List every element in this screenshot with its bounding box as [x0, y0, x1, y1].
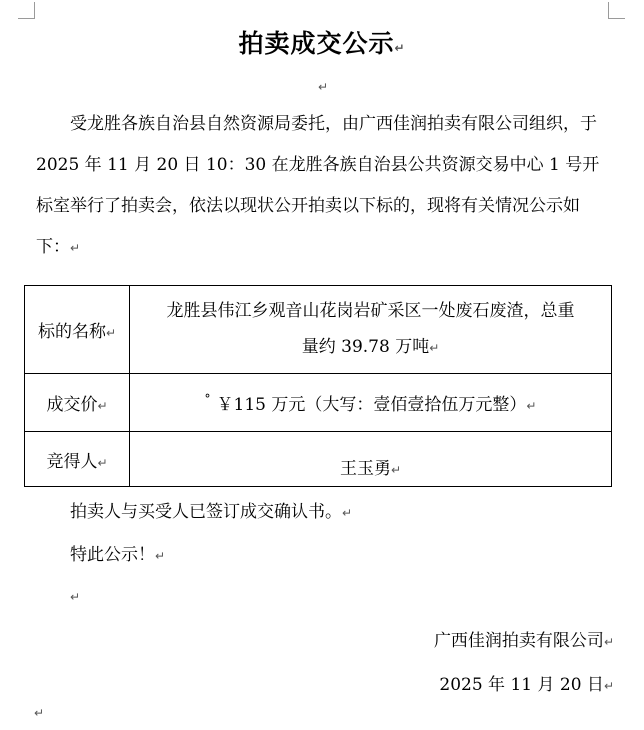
intro-paragraph	[36, 104, 610, 269]
page-corner-mark-left	[18, 2, 35, 19]
winner-label: 竞得人	[46, 451, 98, 472]
intro-text: 受龙胜各族自治县自然资源局委托，由广西佳润拍卖有限公司组织，于 2025 年 11 月 20 日 10：30 在龙胜各族自治县公共资源交易中心 1 号开标室举行了拍卖会，依法以现状公开拍卖以下标的，现将有关情况公示如下：	[36, 114, 600, 257]
table-value-cell	[130, 374, 612, 432]
table-label-cell	[25, 432, 130, 487]
page-corner-mark-right	[608, 2, 625, 19]
paragraph-mark: ↵	[318, 80, 329, 94]
paragraph-mark: ↵	[603, 679, 614, 693]
table-row-price	[25, 374, 612, 432]
confirm-line	[70, 497, 352, 522]
table-value-cell	[130, 432, 612, 487]
item-name-value-line2: 量约 39.78 万吨	[301, 337, 430, 357]
company-name: 广西佳润拍卖有限公司	[433, 631, 604, 651]
item-name-label: 标的名称	[37, 322, 106, 342]
paragraph-mark: ↵	[394, 41, 406, 55]
paragraph-mark: ↵	[155, 549, 166, 563]
table-row-item	[25, 286, 612, 374]
date-text: 2025 年 11 月 20 日	[439, 675, 604, 695]
paragraph-mark: ↵	[390, 462, 402, 477]
paragraph-mark: ↵	[97, 399, 108, 413]
table-value-cell	[130, 286, 612, 374]
item-name-value-line1: 龙胜县伟江乡观音山花岗岩矿采区一处废石废渣，总重	[166, 301, 575, 321]
paragraph-mark: ↵	[34, 706, 45, 720]
winner-value: 王玉勇	[339, 458, 391, 479]
table-label-cell	[25, 374, 130, 432]
announce-text: 特此公示！	[70, 545, 155, 565]
paragraph-mark: ↵	[526, 399, 537, 413]
signature-company	[434, 626, 614, 651]
price-value: ￥115 万元（大写：壹佰壹拾伍万元整）	[216, 395, 527, 415]
signature-date	[439, 670, 614, 695]
auction-result-table	[24, 285, 612, 487]
paragraph-mark: ↵	[429, 341, 440, 355]
paragraph-mark: ↵	[97, 455, 108, 470]
confirm-text: 拍卖人与买受人已签订成交确认书。	[70, 502, 342, 522]
title-text: 拍卖成交公示	[238, 29, 395, 58]
announce-line	[70, 540, 165, 565]
paragraph-mark: ↵	[70, 590, 81, 604]
degree-mark: °	[204, 392, 211, 407]
paragraph-mark: ↵	[70, 241, 81, 255]
price-label: 成交价	[46, 395, 98, 415]
paragraph-mark: ↵	[603, 635, 614, 649]
document-title	[0, 24, 644, 60]
table-row-winner	[25, 432, 612, 487]
table-label-cell	[25, 286, 130, 374]
paragraph-mark: ↵	[105, 326, 117, 340]
paragraph-mark: ↵	[342, 506, 353, 520]
